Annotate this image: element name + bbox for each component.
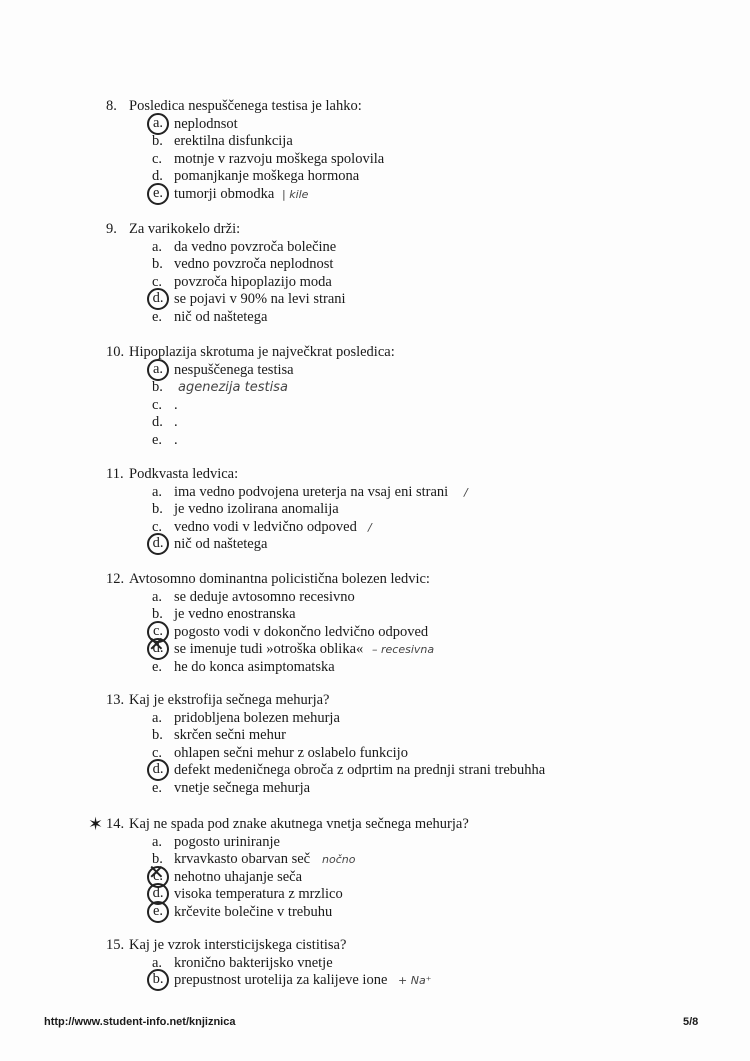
option-text: skrčen sečni mehur [174,727,286,743]
option-letter: c. [152,396,163,413]
option-text: . [174,431,178,448]
option-text: ohlapen sečni mehur z oslabelo funkcijo [174,744,408,761]
option-letter: e. [152,779,163,796]
option-letter: e. [152,431,163,448]
option-letter: c. [147,621,169,643]
option-text: pogosto uriniranje [174,833,280,850]
option-letter: a. [147,359,169,381]
option-text: se pojavi v 90% na levi strani [174,291,346,307]
option-text: visoka temperatura z mrzlico [174,886,343,902]
option-text: nespuščenega testisa [174,361,294,378]
option-letter: a. [152,238,163,255]
option-letter: a. [152,709,163,726]
option-text: vnetje sečnega mehurja [174,779,311,796]
option-letter: d. [147,883,169,905]
option-text: tumorji obmodka [174,185,275,202]
handwritten-note: nočno [322,853,356,866]
option-text: ima vedno podvojena ureterja na vsaj eni strani [174,483,449,500]
option-text: je vedno enostranska [174,606,296,622]
option-text: pridobljena bolezen mehurja [174,709,340,726]
question-number: 13. [106,692,125,708]
question-text: Kaj je ekstrofija sečnega mehurja? [129,692,330,708]
handwritten-note: | kile [282,187,309,201]
question-text: Kaj je vzrok intersticijskega cistitisa? [129,937,347,953]
option-text: prepustnost urotelija za kalijeve ione [174,972,388,988]
option-letter: b. [152,133,163,149]
option-letter: c. [152,518,163,535]
option-letter: e. [147,183,169,205]
option-text: pomanjkanje moškega hormona [174,168,360,184]
option-letter: c. [152,150,163,167]
question-number: 8. [106,98,117,114]
question-text: Za varikokelo drži: [129,221,241,237]
option-letter: d. [152,168,163,184]
question-text: Posledica nespuščenega testisa je lahko: [129,98,362,114]
option-letter: c. [152,273,163,290]
option-letter: b. [152,851,163,867]
option-text: pogosto vodi v dokončno ledvično odpoved [174,623,429,640]
question-number: 15. [106,937,125,953]
option-letter: c. [152,744,163,761]
option-text: he do konca asimptomatska [174,658,335,675]
option-text: vedno povzroča neplodnost [174,256,334,272]
option-letter: b. [152,606,163,622]
option-letter: d. [147,533,169,555]
option-letter: a. [147,113,169,135]
option-text: krvavkasto obarvan seč [174,851,311,867]
option-letter: b. [147,969,169,991]
option-text: povzroča hipoplazijo moda [174,273,332,290]
handwritten-note: / [368,520,372,534]
option-letter: a. [152,954,163,971]
option-text: nič od naštetega [174,308,268,325]
question-text: Podkvasta ledvica: [129,466,239,482]
question-text: Avtosomno dominantna policistična bolezen ledvic: [129,571,430,587]
question-number: 14. [106,816,125,832]
option-text: motnje v razvoju moškega spolovila [174,150,385,167]
option-letter: d. [152,414,163,430]
question-number: 12. [106,571,125,587]
option-letter: d. [147,288,169,310]
option-letter: a. [152,483,163,500]
option-text: je vedno izolirana anomalija [174,501,339,517]
option-text: neplodnsot [174,115,238,132]
option-text: vedno vodi v ledvično odpoved [174,518,357,535]
option-letter: c. ✕ [147,866,169,888]
question-number: 11. [106,466,124,482]
option-letter: e. [152,658,163,675]
option-letter: e. [152,308,163,325]
handwritten-note: – recesivna [372,643,435,656]
option-text: . [174,414,178,430]
handwritten-note: + Na⁺ [398,974,432,987]
option-letter: a. [152,588,163,605]
option-text: erektilna disfunkcija [174,133,293,149]
option-letter: a. [152,833,163,850]
page-number: 5/8 [683,1016,699,1028]
option-text: defekt medeničnega obroča z odprtim na prednji strani trebuhha [174,762,546,778]
footer-url[interactable]: http://www.student-info.net/knjiznica [44,1016,236,1028]
option-letter: e. [147,901,169,923]
option-letter: b. [152,501,163,517]
option-letter: d. ✕ [147,638,169,660]
question-text: Hipoplazija skrotuma je največkrat posledica: [129,344,395,360]
option-text: nehotno uhajanje seča [174,868,303,885]
option-text: da vedno povzroča bolečine [174,238,337,255]
option-letter: d. [147,759,169,781]
option-letter: b. [152,727,163,743]
option-text: se imenuje tudi »otroška oblika« [174,641,364,657]
question-text: Kaj ne spada pod znake akutnega vnetja sečnega mehurja? [129,816,469,832]
option-text: nič od naštetega [174,536,268,552]
question-number: 10. [106,344,125,360]
question-number: 9. [106,221,117,237]
handwritten-note: / [464,485,468,499]
option-letter: b. [152,256,163,272]
option-letter: b. [152,379,163,395]
option-text: krčevite bolečine v trebuhu [174,903,333,920]
option-text: . [174,396,178,413]
option-text: kronično bakterijsko vnetje [174,954,333,971]
star-mark-icon: ✶ [88,814,104,835]
handwritten-note: agenezija testisa [178,380,288,395]
option-text: se deduje avtosomno recesivno [174,588,355,605]
